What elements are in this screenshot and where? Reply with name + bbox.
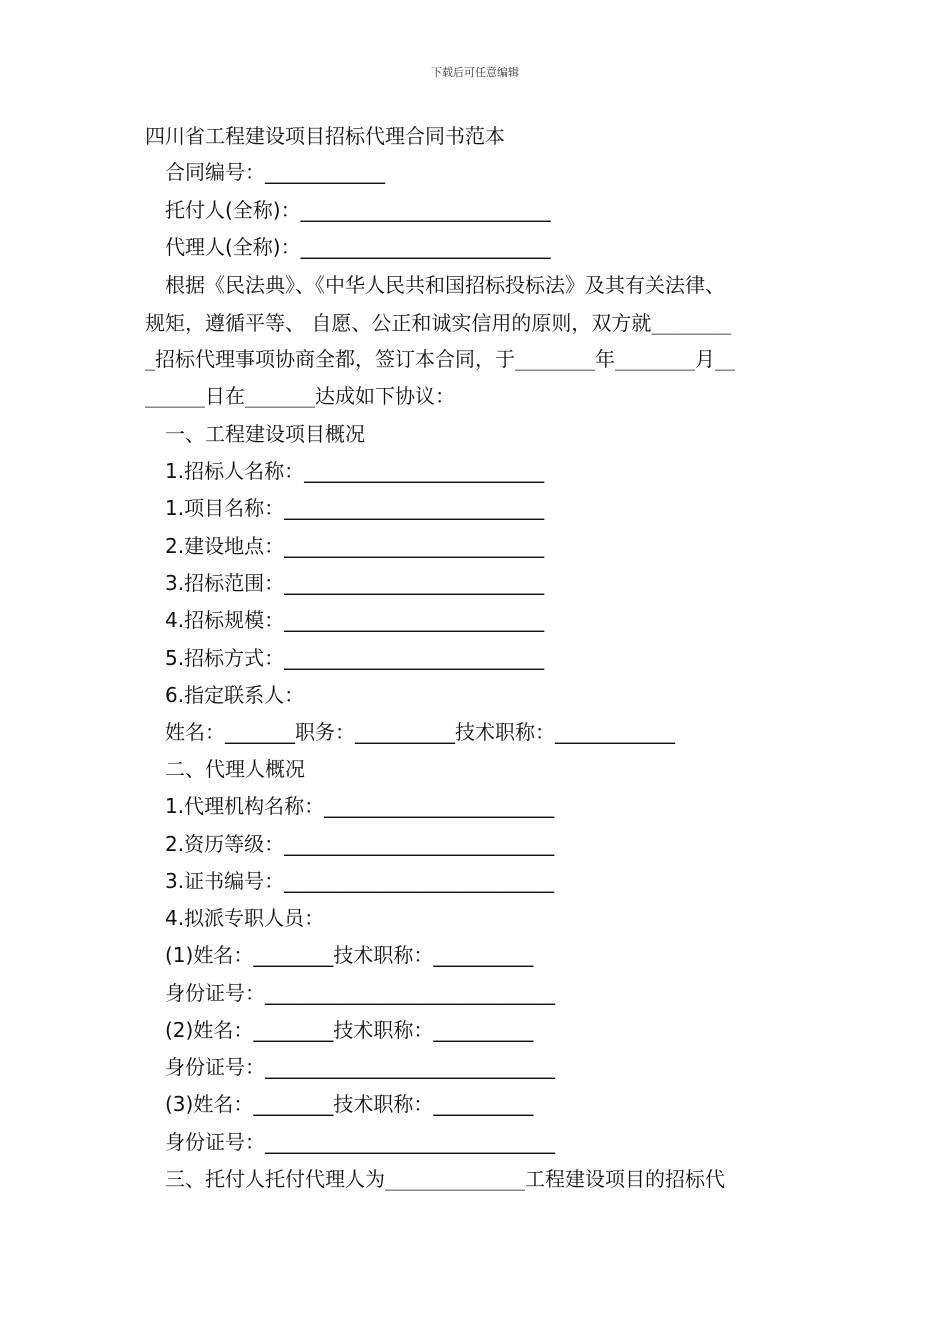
section-1-item: 3.招标范围：__________________________: [165, 571, 545, 595]
section-1-item: 1.项目名称：__________________________: [165, 496, 545, 520]
contact-person-line: 姓名：_______职务：__________技术职称：____________: [165, 720, 675, 744]
section-2-item: 3.证书编号：___________________________: [165, 869, 555, 893]
staff-name-line: (1)姓名：________技术职称：__________: [165, 943, 534, 967]
section-2-heading: 二、代理人概况: [165, 757, 305, 781]
page-header-note: 下载后可任意编辑: [431, 66, 519, 79]
agent-name-line: 代理人(全称)：_________________________: [165, 235, 551, 259]
section-1-item: 5.招标方式：__________________________: [165, 646, 545, 670]
preamble-line-1: 根据《民法典》、《中华人民共和国招标投标法》及其有关法律、: [165, 273, 725, 297]
staff-id-line: 身份证号：_____________________________: [165, 1130, 555, 1154]
section-1-item: 4.招标规模：__________________________: [165, 608, 545, 632]
staff-id-line: 身份证号：_____________________________: [165, 1055, 555, 1079]
staff-name-line: (2)姓名：________技术职称：__________: [165, 1018, 534, 1042]
section-2-item: 2.资历等级：___________________________: [165, 832, 555, 856]
document-title: 四川省工程建设项目招标代理合同书范本: [145, 124, 505, 148]
section-1-item: 1.招标人名称：________________________: [165, 459, 545, 483]
preamble-line-4: ______日在_______达成如下协议：: [145, 384, 455, 408]
section-2-item: 1.代理机构名称：_______________________: [165, 794, 555, 818]
section-2-item: 4.拟派专职人员：: [165, 906, 325, 930]
section-1-item: 2.建设地点：__________________________: [165, 534, 545, 558]
contract-number-line: 合同编号：____________: [165, 160, 385, 184]
preamble-line-3: _招标代理事项协商全都，签订本合同，于________年________月__: [145, 347, 735, 371]
staff-name-line: (3)姓名：________技术职称：__________: [165, 1092, 534, 1116]
preamble-line-2: 规矩，遵循平等、 自愿、公正和诚实信用的原则，双方就________: [145, 311, 732, 335]
principal-name-line: 托付人(全称)：_________________________: [165, 198, 551, 222]
section-3-line: 三、托付人托付代理人为______________工程建设项目的招标代: [165, 1167, 725, 1191]
section-1-heading: 一、工程建设项目概况: [165, 422, 365, 446]
section-1-item: 6.指定联系人：: [165, 683, 305, 707]
staff-id-line: 身份证号：_____________________________: [165, 981, 555, 1005]
